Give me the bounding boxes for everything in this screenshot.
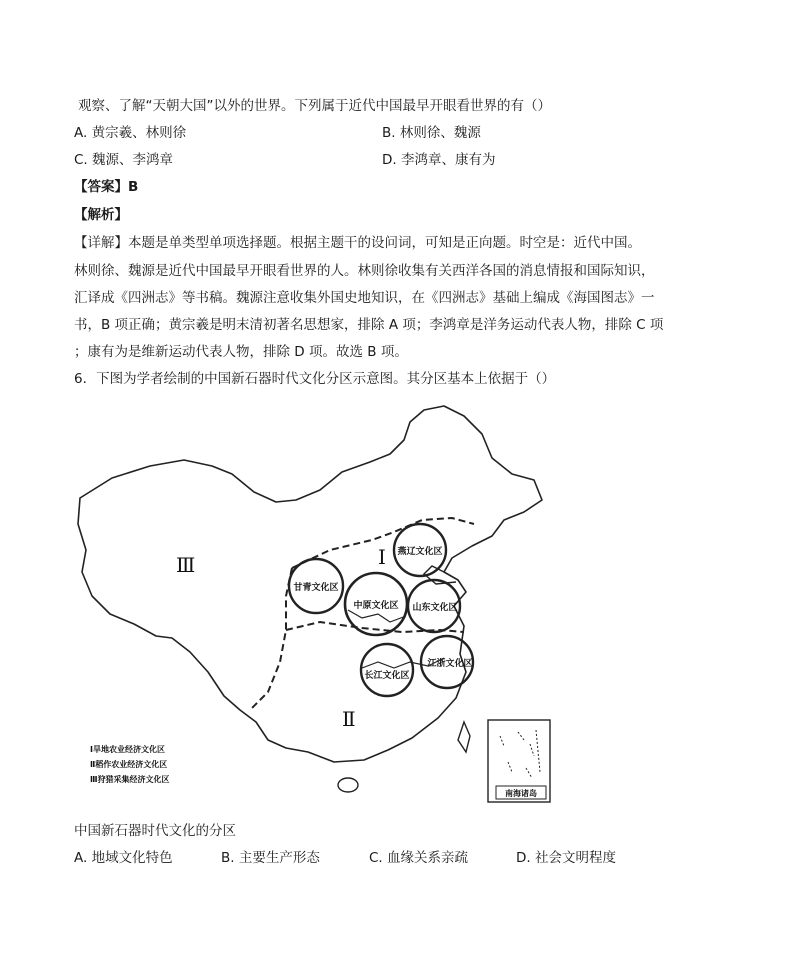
label-yanliao: 燕辽文化区 [397, 547, 443, 557]
label-gangqing: 甘青文化区 [293, 583, 339, 593]
boundary-dashed-middle [286, 622, 464, 632]
river-huanghe [348, 610, 406, 622]
legend-item-1: Ⅰ旱地农业经济文化区 [90, 745, 165, 754]
circle-changjiang [361, 644, 413, 696]
q5-analysis-line-4: 书，B 项正确；黄宗羲是明末清初著名思想家，排除 A 项；李鸿章是洋务运动代表人物，排除 C 项 [74, 317, 664, 333]
q5-option-a: A. 黄宗羲、林则徐 [74, 125, 187, 141]
q5-stem: 观察、了解“天朝大国”以外的世界。下列属于近代中国最早开眼看世界的有（） [78, 98, 551, 114]
q5-analysis-line-1: 【详解】本题是单类型单项选择题。根据主题干的设问词，可知是正向题。时空是：近代中国。 [74, 235, 641, 251]
label-zhongyuan: 中原文化区 [353, 601, 399, 611]
q5-option-d: D. 李鸿章、康有为 [382, 152, 496, 168]
q5-answer: 【答案】B [74, 179, 139, 195]
taiwan-island [458, 722, 470, 752]
q6-option-a: A. 地域文化特色 [74, 850, 173, 866]
q5-analysis-line-2: 林则徐、魏源是近代中国最早开眼看世界的人。林则徐收集有关西洋各国的消息情报和国际知识， [74, 263, 655, 279]
q6-stem: 6．下图为学者绘制的中国新石器时代文化分区示意图。其分区基本上依据于（） [74, 371, 556, 387]
region-label-2: Ⅱ [342, 707, 356, 731]
china-neolithic-culture-map [72, 400, 562, 805]
label-jiangzhe: 江浙文化区 [427, 659, 473, 669]
q6-option-c: C. 血缘关系亲疏 [369, 850, 469, 866]
label-shandong: 山东文化区 [412, 603, 458, 613]
label-changjiang: 长江文化区 [364, 671, 410, 681]
q5-analysis-line-5: ；康有为是维新运动代表人物，排除 D 项。故选 B 项。 [74, 344, 408, 360]
region-label-3: Ⅲ [176, 553, 196, 577]
map-svg [72, 400, 562, 805]
boundary-dashed-west [250, 568, 292, 710]
region-label-1: Ⅰ [378, 545, 386, 569]
q5-option-b: B. 林则徐、魏源 [382, 125, 481, 141]
q5-option-c: C. 魏源、李鸿章 [74, 152, 174, 168]
q6-option-d: D. 社会文明程度 [516, 850, 616, 866]
q5-analysis-line-3: 汇译成《四洲志》等书稿。魏源注意收集外国史地知识，在《四洲志》基础上编成《海国图志》一 [74, 290, 655, 306]
inset-label: 南海诸岛 [505, 789, 537, 798]
q6-option-b: B. 主要生产形态 [221, 850, 320, 866]
legend-item-2: Ⅱ稻作农业经济文化区 [90, 760, 168, 769]
q5-analysis-title: 【解析】 [74, 207, 128, 223]
legend-item-3: Ⅲ狩猎采集经济文化区 [90, 775, 170, 784]
hainan-island [338, 778, 358, 792]
q6-map-caption: 中国新石器时代文化的分区 [74, 823, 236, 839]
